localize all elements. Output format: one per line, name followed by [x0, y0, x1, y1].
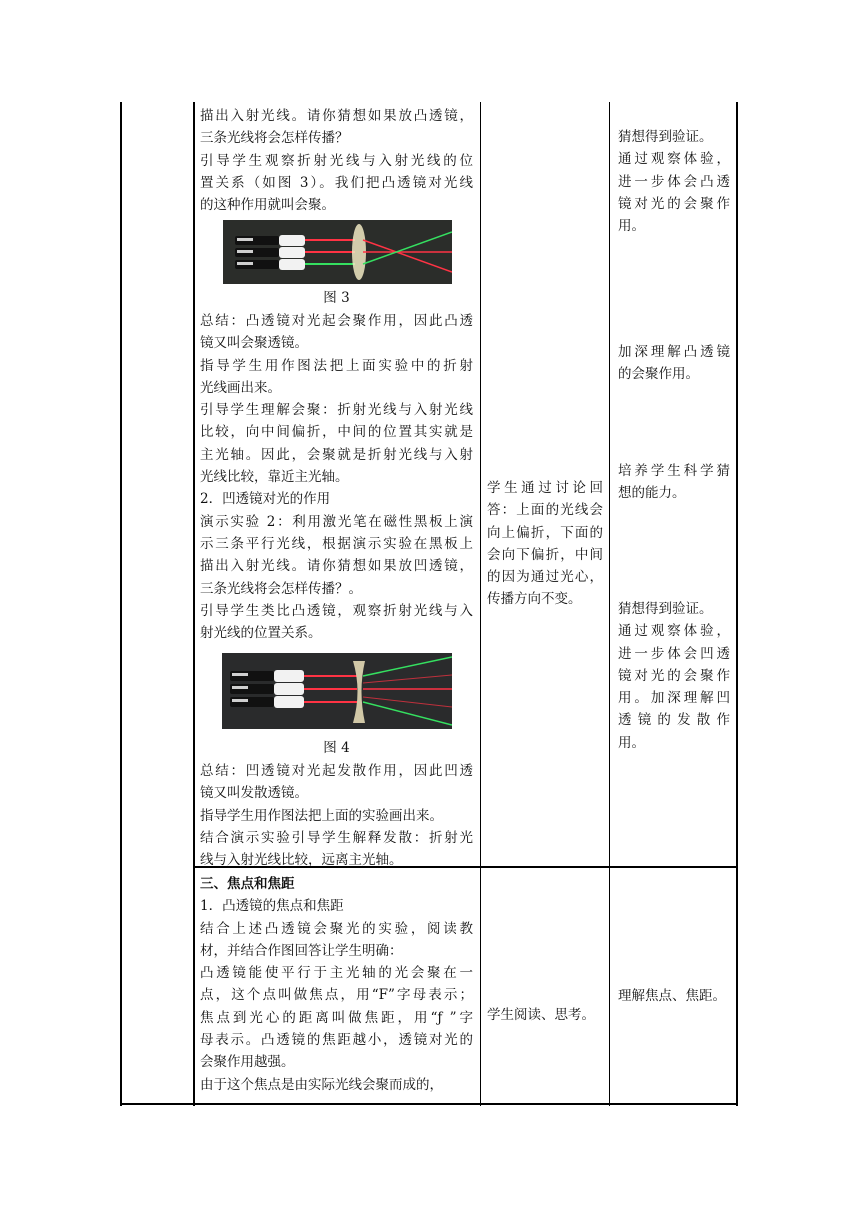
table-border-bottom	[120, 1103, 738, 1105]
text-line: 引导学生观察折射光线与入射光线的位	[200, 152, 473, 169]
section-heading: 三、焦点和焦距	[200, 876, 295, 892]
text-line: 用。	[618, 734, 645, 751]
text-line: 进一步体会凹透	[618, 645, 730, 662]
text-line: 线与入射光线比较，远离主光轴。	[200, 852, 403, 869]
text-line: 结合演示实验引导学生解释发散：折射光	[200, 829, 473, 846]
text-line: 总结：凹透镜对光起发散作用，因此凹透	[200, 763, 473, 779]
figure-4-caption: 图 4	[323, 740, 350, 756]
text-line: 光线比较，靠近主光轴。	[200, 469, 349, 486]
text-line: 材，并结合作图回答让学生明确：	[200, 942, 403, 959]
design-intent-c	[618, 460, 730, 505]
text-line: 通过观察体验，	[618, 623, 730, 640]
teacher-activity-section1	[200, 105, 473, 216]
text-line: 示三条平行光线，根据演示实验在黑板上	[200, 535, 473, 552]
text-line: 主光轴。因此，会聚就是折射光线与入射	[200, 446, 473, 463]
text-line: 的因为通过光心，	[487, 569, 603, 586]
text-line: 引导学生理解会聚：折射光线与入射光线	[200, 402, 473, 419]
teacher-activity-section1-b	[200, 310, 473, 644]
figure-3-photo	[223, 220, 452, 284]
text-line: 通过观察体验，	[618, 151, 730, 168]
text-line: 三条光线将会怎样传播？。	[200, 580, 362, 597]
text-line: 三条光线将会怎样传播？	[200, 130, 349, 147]
table-border-left	[120, 102, 122, 1106]
text-line: 的会聚作用。	[618, 366, 699, 383]
text-line: 的这种作用就叫会聚。	[200, 197, 335, 214]
text-line: 传播方向不变。	[487, 591, 582, 608]
teacher-activity-section1-c	[200, 760, 473, 871]
text-line: 光线画出来。	[200, 379, 281, 396]
text-line: 镜对光的会聚作	[618, 667, 730, 684]
text-line: 2．凹透镜对光的作用	[200, 491, 331, 508]
text-line: 镜又叫会聚透镜。	[200, 335, 308, 352]
text-line: 向上偏折，下面的	[487, 524, 603, 541]
text-line: 指导学生用作图法把上面的实验画出来。	[200, 807, 443, 824]
text-line: 猜想得到验证。	[618, 129, 713, 145]
text-line: 用。加深理解凹	[618, 690, 730, 707]
text-line: 置关系（如图 3）。我们把凸透镜对光线	[200, 174, 473, 191]
text-line: 射光线的位置关系。	[200, 625, 322, 642]
table-border-col1	[193, 102, 195, 1106]
text-line: 猜想得到验证。	[618, 601, 713, 617]
text-line: 透镜的发散作	[618, 712, 730, 729]
text-line: 进一步体会凸透	[618, 173, 730, 190]
text-line: 母表示。凸透镜的焦距越小，透镜对光的	[200, 1032, 473, 1049]
text-line: 镜对光的会聚作	[618, 195, 730, 212]
table-border-col3	[609, 102, 610, 1106]
text-line: 比较，向中间偏折，中间的位置其实就是	[200, 424, 473, 441]
student-activity-section2: 学生阅读、思考。	[487, 1007, 595, 1023]
figure-3-caption: 图 3	[323, 290, 350, 306]
text-line: 点，这个点叫做焦点，用“F”字母表示；	[200, 987, 473, 1004]
text-line: 会向下偏折，中间	[487, 546, 603, 563]
text-line: 描出入射光线。请你猜想如果放凹透镜，	[200, 558, 473, 575]
text-line: 1．凸透镜的焦点和焦距	[200, 898, 344, 915]
text-line: 答：上面的光线会	[487, 502, 603, 519]
table-border-right	[736, 102, 738, 1106]
text-line: 引导学生类比凸透镜，观察折射光线与入	[200, 602, 473, 619]
figure-4-photo	[222, 653, 452, 729]
text-line: 凸透镜能使平行于主光轴的光会聚在一	[200, 965, 473, 982]
text-line: 由于这个焦点是由实际光线会聚而成的，	[200, 1076, 443, 1093]
text-line: 镜又叫发散透镜。	[200, 785, 308, 802]
text-line: 焦点到光心的距离叫做焦距，用“ƒ ”字	[200, 1009, 473, 1026]
text-line: 学生通过讨论回	[487, 480, 603, 496]
teacher-activity-section2	[200, 873, 473, 1096]
text-line: 用。	[618, 218, 645, 235]
design-intent-d	[618, 598, 730, 754]
text-line: 演示实验 2：利用激光笔在磁性黑板上演	[200, 513, 473, 530]
text-line: 会聚作用越强。	[200, 1054, 295, 1071]
text-line: 结合上述凸透镜会聚光的实验，阅读教	[200, 920, 473, 937]
student-activity-section1	[487, 477, 603, 611]
text-line: 描出入射光线。请你猜想如果放凸透镜，	[200, 108, 473, 124]
text-line: 加深理解凸透镜	[618, 344, 730, 360]
text-line: 培养学生科学猜	[618, 463, 730, 479]
text-line: 想的能力。	[618, 485, 686, 502]
design-intent-section2: 理解焦点、焦距。	[618, 988, 726, 1004]
text-line: 总结：凸透镜对光起会聚作用，因此凸透	[200, 313, 473, 329]
design-intent-b	[618, 341, 730, 386]
table-border-col2	[480, 102, 481, 1106]
text-line: 指导学生用作图法把上面实验中的折射	[200, 357, 473, 374]
design-intent-a	[618, 126, 730, 237]
